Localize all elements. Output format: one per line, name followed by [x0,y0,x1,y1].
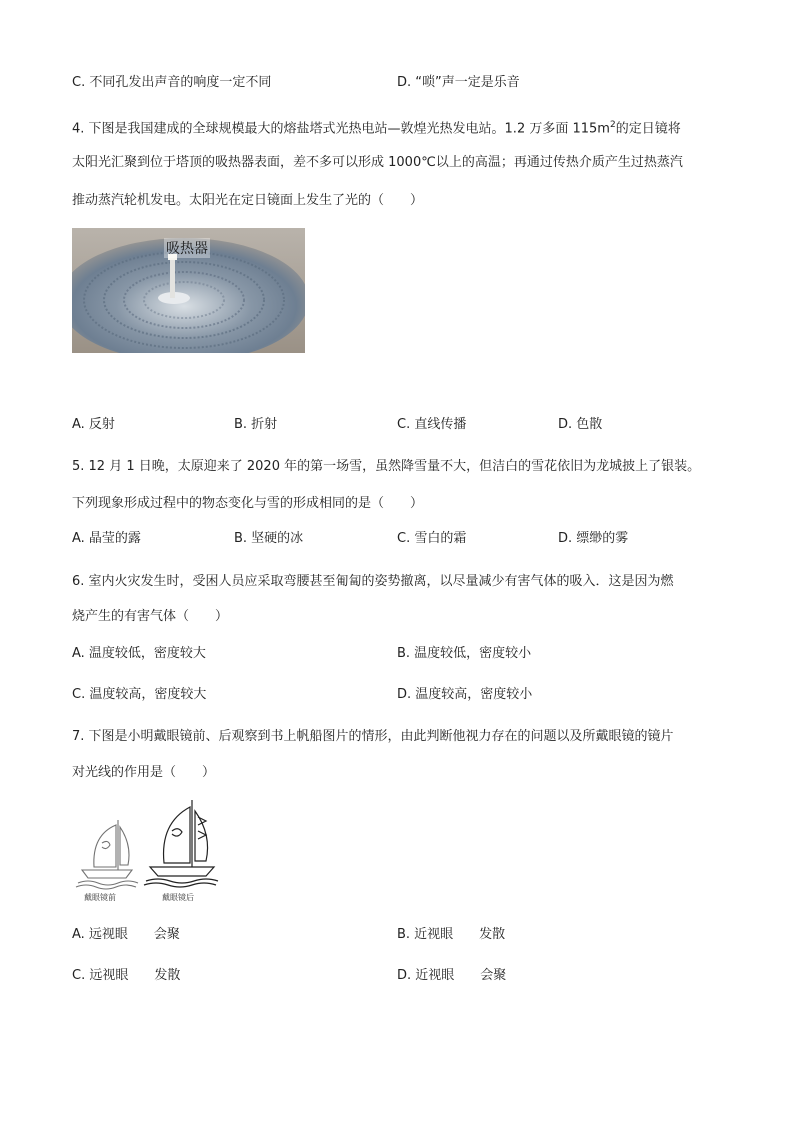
caption-after-glasses: 戴眼镜后 [162,893,194,902]
q7-option-b: B. 近视眼 发散 [397,927,506,942]
q5-option-d: D. 缥缈的雾 [558,531,629,546]
caption-before-glasses: 戴眼镜前 [84,893,116,902]
q6-option-d: D. 温度较高，密度较小 [397,687,533,702]
q6-option-c: C. 温度较高，密度较大 [72,687,207,702]
q4-option-d: D. 色散 [558,417,603,432]
q7-option-c: C. 远视眼 发散 [72,968,181,983]
sailboat-after-glasses [144,800,218,887]
sailboat-figure [72,795,222,905]
q6-option-b: B. 温度较低，密度较小 [397,646,532,661]
q4-stem-line1: 4. 下图是我国建成的全球规模最大的熔盐塔式光热电站—敦煌光热发电站。1.2 万多面 $115m^2$的定日镜将 [72,120,681,137]
sailboat-drawings [72,795,222,905]
q6-stem-line2: 烧产生的有害气体（ ） [72,609,229,624]
q5-stem-line1: 5. 12 月 1 日晚，太原迎来了 2020 年的第一场雪，虽然降雪量不大，但洁白的雪花依旧为龙城披上了银装。 [72,459,701,474]
q5-option-b: B. 坚硬的冰 [234,531,304,546]
absorber-label: 吸热器 [164,238,210,258]
solar-plant-photo [72,228,305,353]
q7-stem-line1: 7. 下图是小明戴眼镜前、后观察到书上帆船图片的情形，由此判断他视力存在的问题以及所戴眼镜的镜片 [72,729,674,744]
q4-option-a: A. 反射 [72,417,115,432]
q7-option-a: A. 远视眼 会聚 [72,927,180,942]
q6-option-a: A. 温度较低，密度较大 [72,646,206,661]
q4-option-b: B. 折射 [234,417,278,432]
q5-option-a: A. 晶莹的露 [72,531,141,546]
q5-stem-line2: 下列现象形成过程中的物态变化与雪的形成相同的是（ ） [72,496,424,511]
q4-stem-line2: 太阳光汇聚到位于塔顶的吸热器表面，差不多可以形成 1000℃以上的高温；再通过传热介质产生过热蒸汽 [72,155,683,170]
q7-option-d: D. 近视眼 会聚 [397,968,507,983]
q7-stem-line2: 对光线的作用是（ ） [72,765,216,780]
q3-option-d: D. “唢”声一定是乐音 [397,75,520,90]
q4-option-c: C. 直线传播 [397,417,467,432]
sailboat-before-glasses [76,820,138,889]
q3-option-c: C. 不同孔发出声音的响度一定不同 [72,75,272,90]
q5-option-c: C. 雪白的霜 [397,531,467,546]
q6-stem-line1: 6. 室内火灾发生时，受困人员应采取弯腰甚至匍匐的姿势撤离，以尽量减少有害气体的吸入．这是因为燃 [72,574,674,589]
q4-stem-line3: 推动蒸汽轮机发电。太阳光在定日镜面上发生了光的（ ） [72,193,424,208]
